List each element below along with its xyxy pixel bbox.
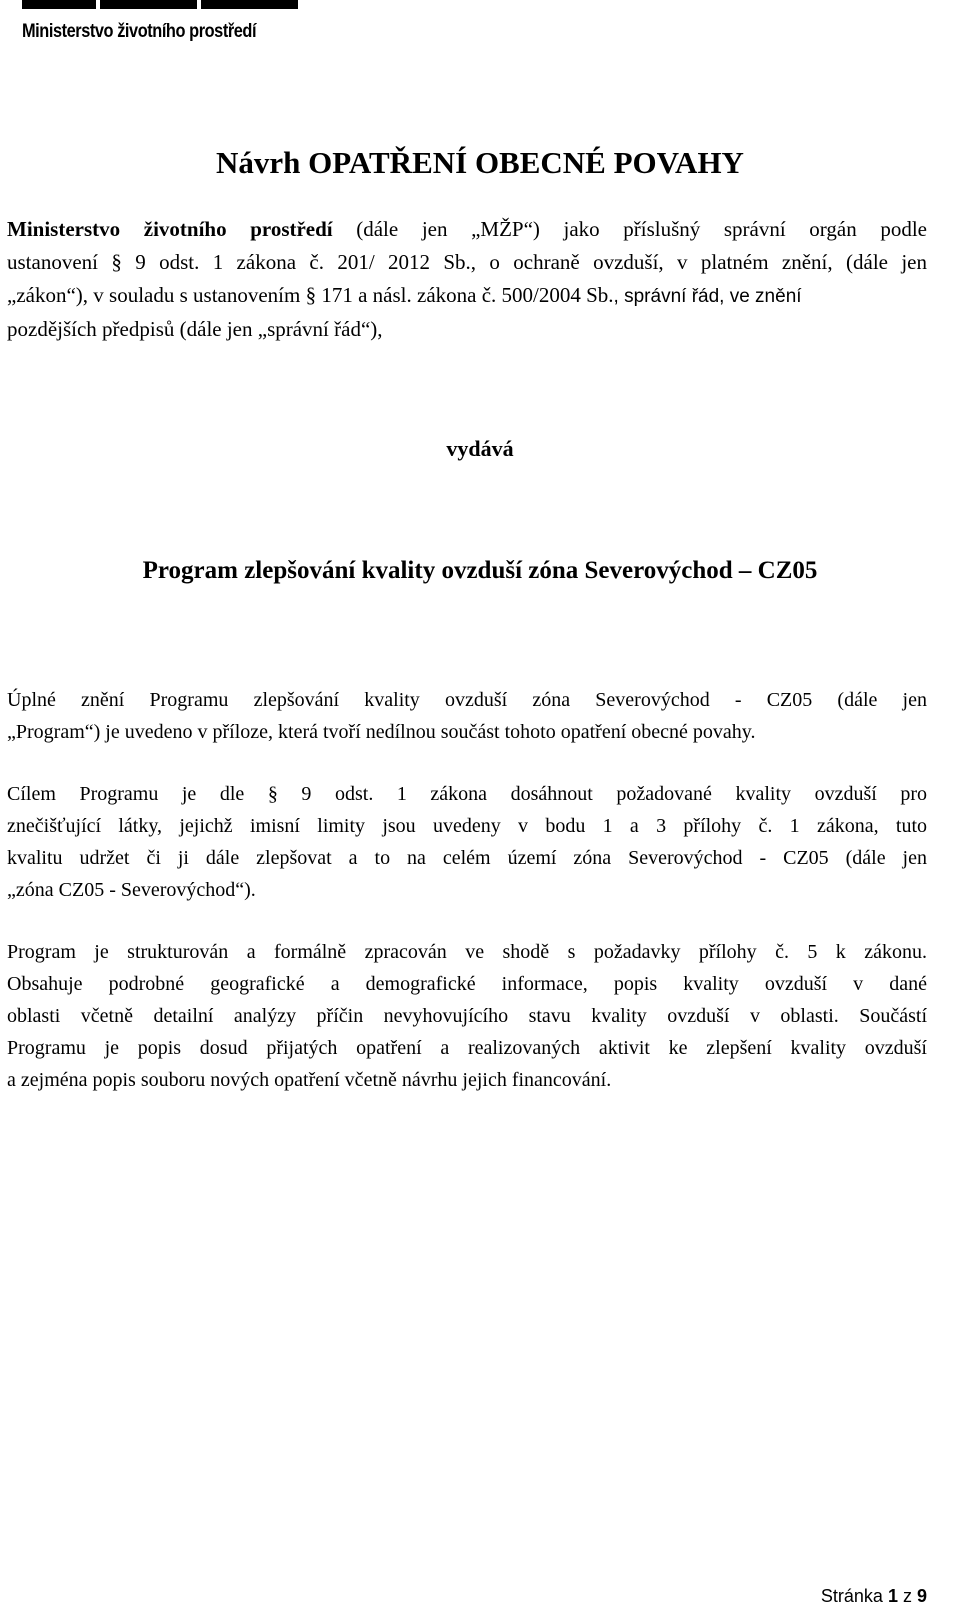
intro-line-1: [7, 213, 927, 246]
logo-bar-1: [22, 0, 96, 9]
p4-line-5: a zejména popis souboru nových opatření včetně návrhu jejich financování.: [7, 1069, 612, 1091]
logo-bar-3: [201, 0, 298, 9]
total-pages: 9: [916, 1586, 927, 1606]
logo-text: Ministerstvo životního prostředí: [22, 21, 257, 42]
p4-line-3: oblasti včetně detailní analýzy příčin nevyhovujícího stavu kvality ovzduší v oblasti. Součástí: [7, 1005, 927, 1027]
intro-paragraph: [7, 213, 927, 346]
p4-line-1: Program je strukturován a formálně zpracován ve shodě s požadavky přílohy č. 5 k zákonu.: [7, 941, 927, 963]
intro-line-3b: , správní řád, ve znění: [613, 286, 802, 307]
program-title: Program zlepšování kvality ovzduší zóna Severovýchod – CZ05: [142, 557, 818, 584]
page-separator: z: [902, 1586, 912, 1606]
paragraph-goal: [7, 778, 927, 906]
intro-line-1-rest: (dále jen „MŽP“) jako příslušný správní orgán podle: [332, 217, 927, 241]
logo-bars: [22, 0, 298, 9]
logo-bar-2: [100, 0, 197, 9]
p4-line-2: Obsahuje podrobné geografické a demografické informace, popis kvality ovzduší v dané: [7, 973, 927, 995]
document-title: Návrh OPATŘENÍ OBECNÉ POVAHY: [216, 145, 744, 180]
paragraph-full-text: [7, 684, 927, 748]
p2-line-1: Úplné znění Programu zlepšování kvality ovzduší zóna Severovýchod - CZ05 (dále jen: [7, 689, 927, 711]
p3-line-1: Cílem Programu je dle § 9 odst. 1 zákona dosáhnout požadované kvality ovzduší pro: [7, 783, 927, 805]
org-name: Ministerstvo životního prostředí: [7, 217, 333, 241]
p2-line-2: „Program“) je uvedeno v příloze, která tvoří nedílnou součást tohoto opatření obecné povahy.: [7, 721, 756, 743]
intro-line-3a: „zákon“), v souladu s ustanovením § 171 a násl. zákona č. 500/2004 Sb.: [7, 283, 614, 307]
p3-line-4: „zóna CZ05 - Severovýchod“).: [7, 879, 256, 901]
intro-line-3: [7, 279, 927, 313]
ministry-logo: [22, 0, 298, 46]
p3-line-2: znečišťující látky, jejichž imisní limity jsou uvedeny v bodu 1 a 3 přílohy č. 1 zákona, tuto: [7, 815, 927, 837]
intro-line-2: ustanovení § 9 odst. 1 zákona č. 201/ 2012 Sb., o ochraně ovzduší, v platném znění, (dále jen: [7, 250, 927, 274]
p4-line-4: Programu je popis dosud přijatých opatření a realizovaných aktivit ke zlepšení kvality ovzduší: [7, 1037, 927, 1059]
p3-line-3: kvalitu udržet či ji dále zlepšovat a to na celém území zóna Severovýchod - CZ05 (dále jen: [7, 847, 927, 869]
issues-label: vydává: [446, 436, 514, 461]
intro-line-4: pozdějších předpisů (dále jen „správní řád“),: [7, 317, 383, 341]
paragraph-structure: [7, 936, 927, 1096]
page-number-footer: [821, 1586, 927, 1607]
page-label: Stránka: [820, 1586, 883, 1606]
current-page: 1: [887, 1586, 898, 1606]
